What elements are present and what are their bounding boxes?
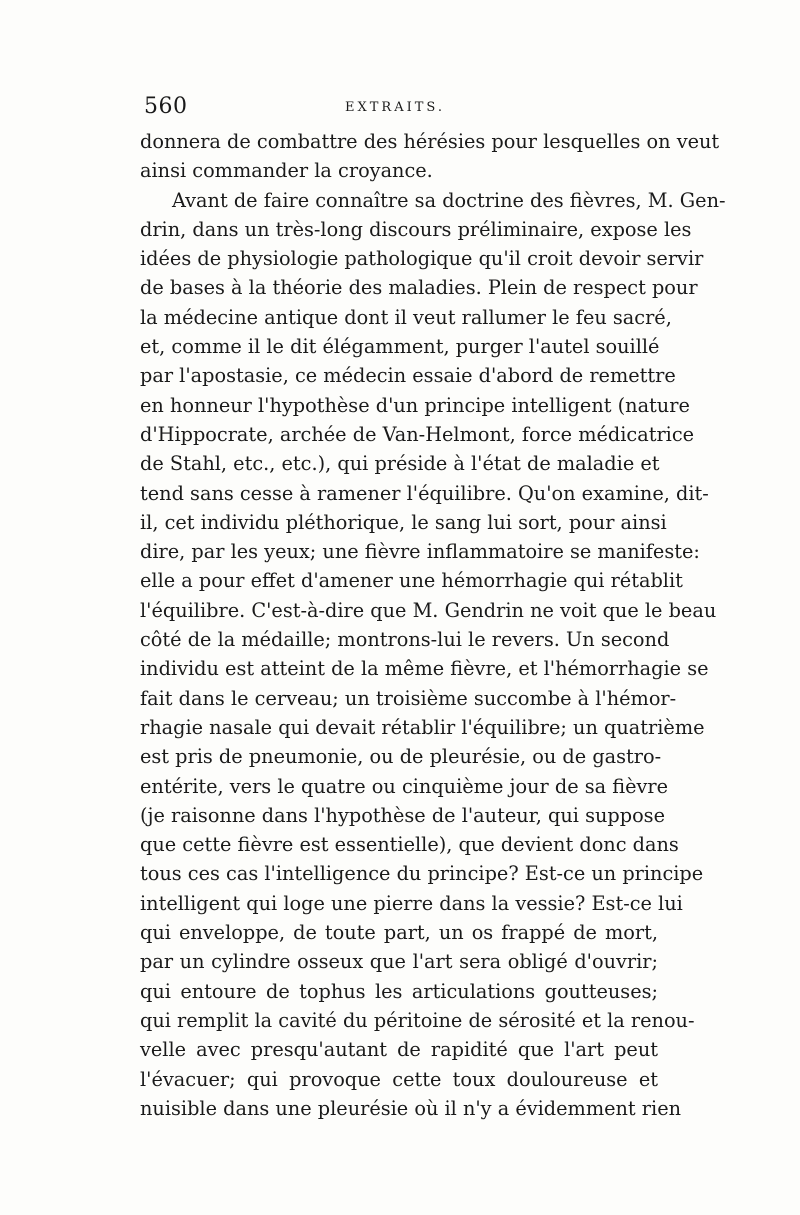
text-line: en honneur l'hypothèse d'un principe intelligent (nature xyxy=(140,393,690,417)
text-line: entérite, vers le quatre ou cinquième jour de sa fièvre xyxy=(140,774,669,798)
text-line: l'évacuer; qui provoque cette toux douloureuse et xyxy=(140,1067,658,1091)
text-line: Avant de faire connaître sa doctrine des fièvres, M. Gen- xyxy=(172,188,726,212)
text-line: qui remplit la cavité du péritoine de sérosité et la renou- xyxy=(140,1008,695,1032)
text-line: que cette fièvre est essentielle), que devient donc dans xyxy=(140,833,679,857)
text-line: elle a pour effet d'amener une hémorrhagie qui rétablit xyxy=(140,569,683,593)
text-line: drin, dans un très-long discours préliminaire, expose les xyxy=(140,217,692,241)
text-line: et, comme il le dit élégamment, purger l'autel souillé xyxy=(140,335,660,359)
running-title: EXTRAITS. xyxy=(345,100,445,115)
text-line: tous ces cas l'intelligence du principe? Est-ce un principe xyxy=(140,862,704,886)
text-line: est pris de pneumonie, ou de pleurésie, ou de gastro- xyxy=(140,745,662,769)
text-line: intelligent qui loge une pierre dans la vessie? Est-ce lui xyxy=(140,891,683,915)
text-line: ainsi commander la croyance. xyxy=(140,159,433,183)
text-line: il, cet individu pléthorique, le sang lui sort, pour ainsi xyxy=(140,510,667,534)
text-line: par l'apostasie, ce médecin essaie d'abord de remettre xyxy=(140,364,676,388)
page-number: 560 xyxy=(144,94,188,119)
text-line: de bases à la théorie des maladies. Plein de respect pour xyxy=(140,276,698,300)
page-header xyxy=(140,94,660,120)
text-line: idées de physiologie pathologique qu'il croit devoir servir xyxy=(140,247,704,271)
text-line: tend sans cesse à ramener l'équilibre. Qu'on examine, dit- xyxy=(140,481,709,505)
text-line: rhagie nasale qui devait rétablir l'équilibre; un quatrième xyxy=(140,715,705,739)
text-line: d'Hippocrate, archée de Van-Helmont, force médicatrice xyxy=(140,422,695,446)
text-line: velle avec presqu'autant de rapidité que l'art peut xyxy=(140,1038,658,1062)
text-line: fait dans le cerveau; un troisième succombe à l'hémor- xyxy=(140,686,677,710)
body-text xyxy=(140,127,726,1123)
text-line: qui entoure de tophus les articulations goutteuses; xyxy=(140,979,658,1003)
text-line: dire, par les yeux; une fièvre inflammatoire se manifeste: xyxy=(140,540,700,564)
text-line: qui enveloppe, de toute part, un os frappé de mort, xyxy=(140,921,658,945)
text-line: par un cylindre osseux que l'art sera obligé d'ouvrir; xyxy=(140,950,658,974)
text-line: la médecine antique dont il veut rallumer le feu sacré, xyxy=(140,305,672,329)
text-line: individu est atteint de la même fièvre, et l'hémorrhagie se xyxy=(140,657,709,681)
text-line: donnera de combattre des hérésies pour lesquelles on veut xyxy=(140,130,720,153)
text-line: côté de la médaille; montrons-lui le revers. Un second xyxy=(140,628,670,652)
text-line: l'équilibre. C'est-à-dire que M. Gendrin ne voit que le beau xyxy=(140,598,717,622)
text-line: (je raisonne dans l'hypothèse de l'auteur, qui suppose xyxy=(140,803,665,827)
text-line: de Stahl, etc., etc.), qui préside à l'état de maladie et xyxy=(140,452,660,476)
text-line: nuisible dans une pleurésie où il n'y a évidemment rien xyxy=(140,1096,682,1120)
